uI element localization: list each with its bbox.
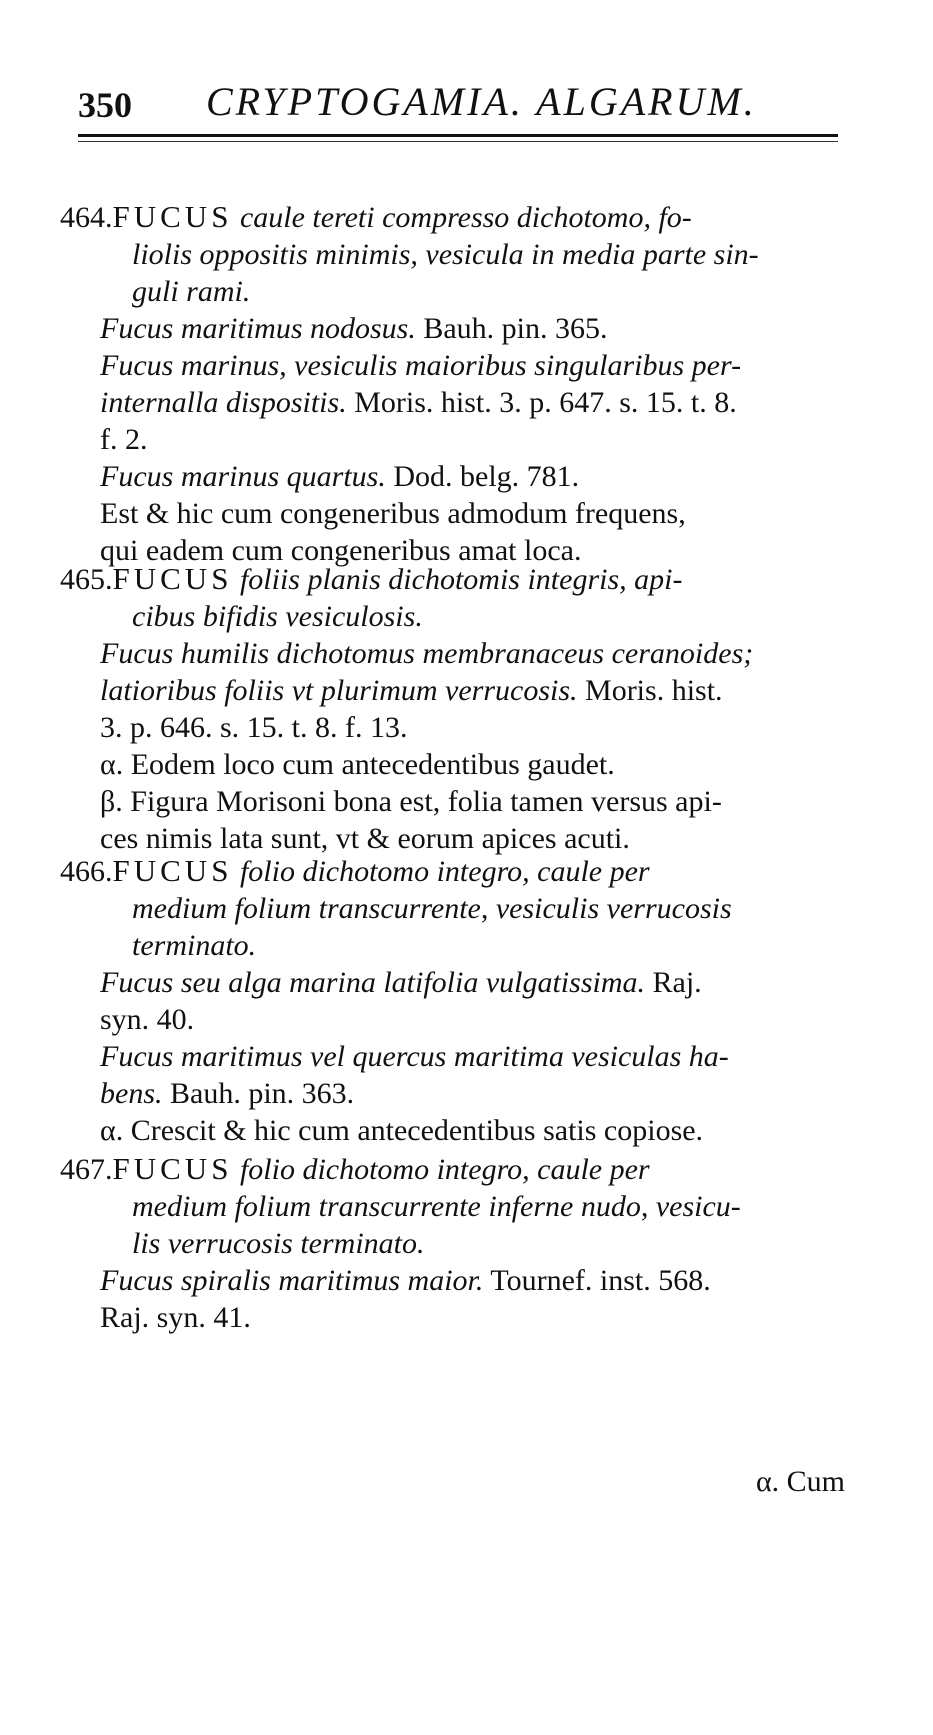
entry-line [60, 927, 850, 964]
synonym-text: Fucus marinus quartus. [100, 460, 386, 493]
page-header [78, 62, 838, 125]
diagnosis-text: caule tereti compresso dichotomo, fo- [232, 201, 692, 234]
synonym-text: latioribus foliis vt plurimum verrucosis. [100, 674, 578, 707]
entry-number: 466. [60, 855, 113, 888]
running-head: CRYPTOGAMIA. ALGARUM. [206, 79, 757, 124]
species-entry [60, 560, 850, 857]
diagnosis-text: guli rami. [132, 275, 251, 308]
synonym-text: Fucus humilis dichotomus membranaceus ceranoides; [100, 637, 754, 670]
reference-text: Est & hic cum congeneribus admodum frequens, [100, 497, 686, 530]
diagnosis-text: cibus bifidis vesiculosis. [132, 600, 423, 633]
entry-line [60, 598, 850, 635]
entry-line [60, 1262, 850, 1299]
entry-line [60, 495, 850, 532]
reference-text: syn. 40. [100, 1003, 195, 1036]
synonym-text: Fucus spiralis maritimus maior. [100, 1264, 484, 1297]
reference-text: α. Crescit & hic cum antecedentibus satis copiose. [100, 1114, 704, 1147]
entry-line [60, 198, 850, 236]
reference-text: β. Figura Morisoni bona est, folia tamen versus api- [100, 785, 722, 818]
entry-number: 467. [60, 1153, 113, 1186]
reference-text: qui eadem cum congeneribus amat loca. [100, 534, 582, 567]
entry-number: 465. [60, 563, 113, 596]
entry-line [60, 635, 850, 672]
reference-text: Dod. belg. 781. [385, 460, 580, 493]
entry-line [60, 560, 850, 598]
entry-line [60, 458, 850, 495]
reference-text: 3. p. 646. s. 15. t. 8. f. 13. [100, 711, 408, 744]
entry-line [60, 1001, 850, 1038]
synonym-text: bens. [100, 1077, 163, 1110]
genus-name: FUCUS [112, 853, 233, 888]
entry-line [60, 1188, 850, 1225]
entry-line [60, 1299, 850, 1336]
entry-line [60, 672, 850, 709]
entry-line [60, 852, 850, 890]
reference-text: ces nimis lata sunt, vt & eorum apices acuti. [100, 822, 630, 855]
entry-number: 464. [60, 201, 113, 234]
reference-text: Bauh. pin. 363. [162, 1077, 355, 1110]
reference-text: Tournef. inst. 568. [483, 1264, 711, 1297]
entry-line [60, 1150, 850, 1188]
entry-line [60, 1225, 850, 1262]
reference-text: Raj. [645, 966, 702, 999]
reference-text: Raj. syn. 41. [100, 1301, 251, 1334]
reference-text: Moris. hist. 3. p. 647. s. 15. t. 8. [346, 386, 737, 419]
diagnosis-text: liolis oppositis minimis, vesicula in media parte sin- [132, 238, 759, 271]
synonym-text: Fucus maritimus vel quercus maritima vesiculas ha- [100, 1040, 729, 1073]
entry-line [60, 783, 850, 820]
entry-line [60, 310, 850, 347]
diagnosis-text: terminato. [132, 929, 257, 962]
header-rule-thin [78, 141, 838, 142]
entry-line [60, 273, 850, 310]
entry-line [60, 421, 850, 458]
genus-name: FUCUS [112, 1151, 233, 1186]
diagnosis-text: foliis planis dichotomis integris, api- [232, 563, 683, 596]
synonym-text: Fucus marinus, vesiculis maioribus singularibus per- [100, 349, 742, 382]
reference-text: Moris. hist. [577, 674, 723, 707]
species-entry [60, 1150, 850, 1336]
reference-text: f. 2. [100, 423, 148, 456]
page-number: 350 [78, 85, 132, 125]
diagnosis-text: medium folium transcurrente, vesiculis verrucosis [132, 892, 732, 925]
entry-line [60, 964, 850, 1001]
diagnosis-text: medium folium transcurrente inferne nudo, vesicu- [132, 1190, 741, 1223]
entry-line [60, 709, 850, 746]
genus-name: FUCUS [112, 561, 233, 596]
genus-name: FUCUS [112, 199, 233, 234]
species-entry [60, 852, 850, 1149]
header-rule [78, 134, 838, 137]
diagnosis-text: lis verrucosis terminato. [132, 1227, 425, 1260]
entry-line [60, 1112, 850, 1149]
reference-text: Bauh. pin. 365. [415, 312, 608, 345]
entry-line [60, 1038, 850, 1075]
species-entry [60, 198, 850, 569]
synonym-text: internalla dispositis. [100, 386, 347, 419]
catchword: α. Cum [755, 1465, 845, 1498]
reference-text: α. Eodem loco cum antecedentibus gaudet. [100, 748, 615, 781]
synonym-text: Fucus maritimus nodosus. [100, 312, 416, 345]
entry-line [60, 236, 850, 273]
entry-line [60, 890, 850, 927]
diagnosis-text: folio dichotomo integro, caule per [232, 855, 650, 888]
diagnosis-text: folio dichotomo integro, caule per [232, 1153, 650, 1186]
entry-line [60, 384, 850, 421]
entry-line [60, 746, 850, 783]
entry-line [60, 347, 850, 384]
entry-line [60, 1075, 850, 1112]
synonym-text: Fucus seu alga marina latifolia vulgatissima. [100, 966, 645, 999]
